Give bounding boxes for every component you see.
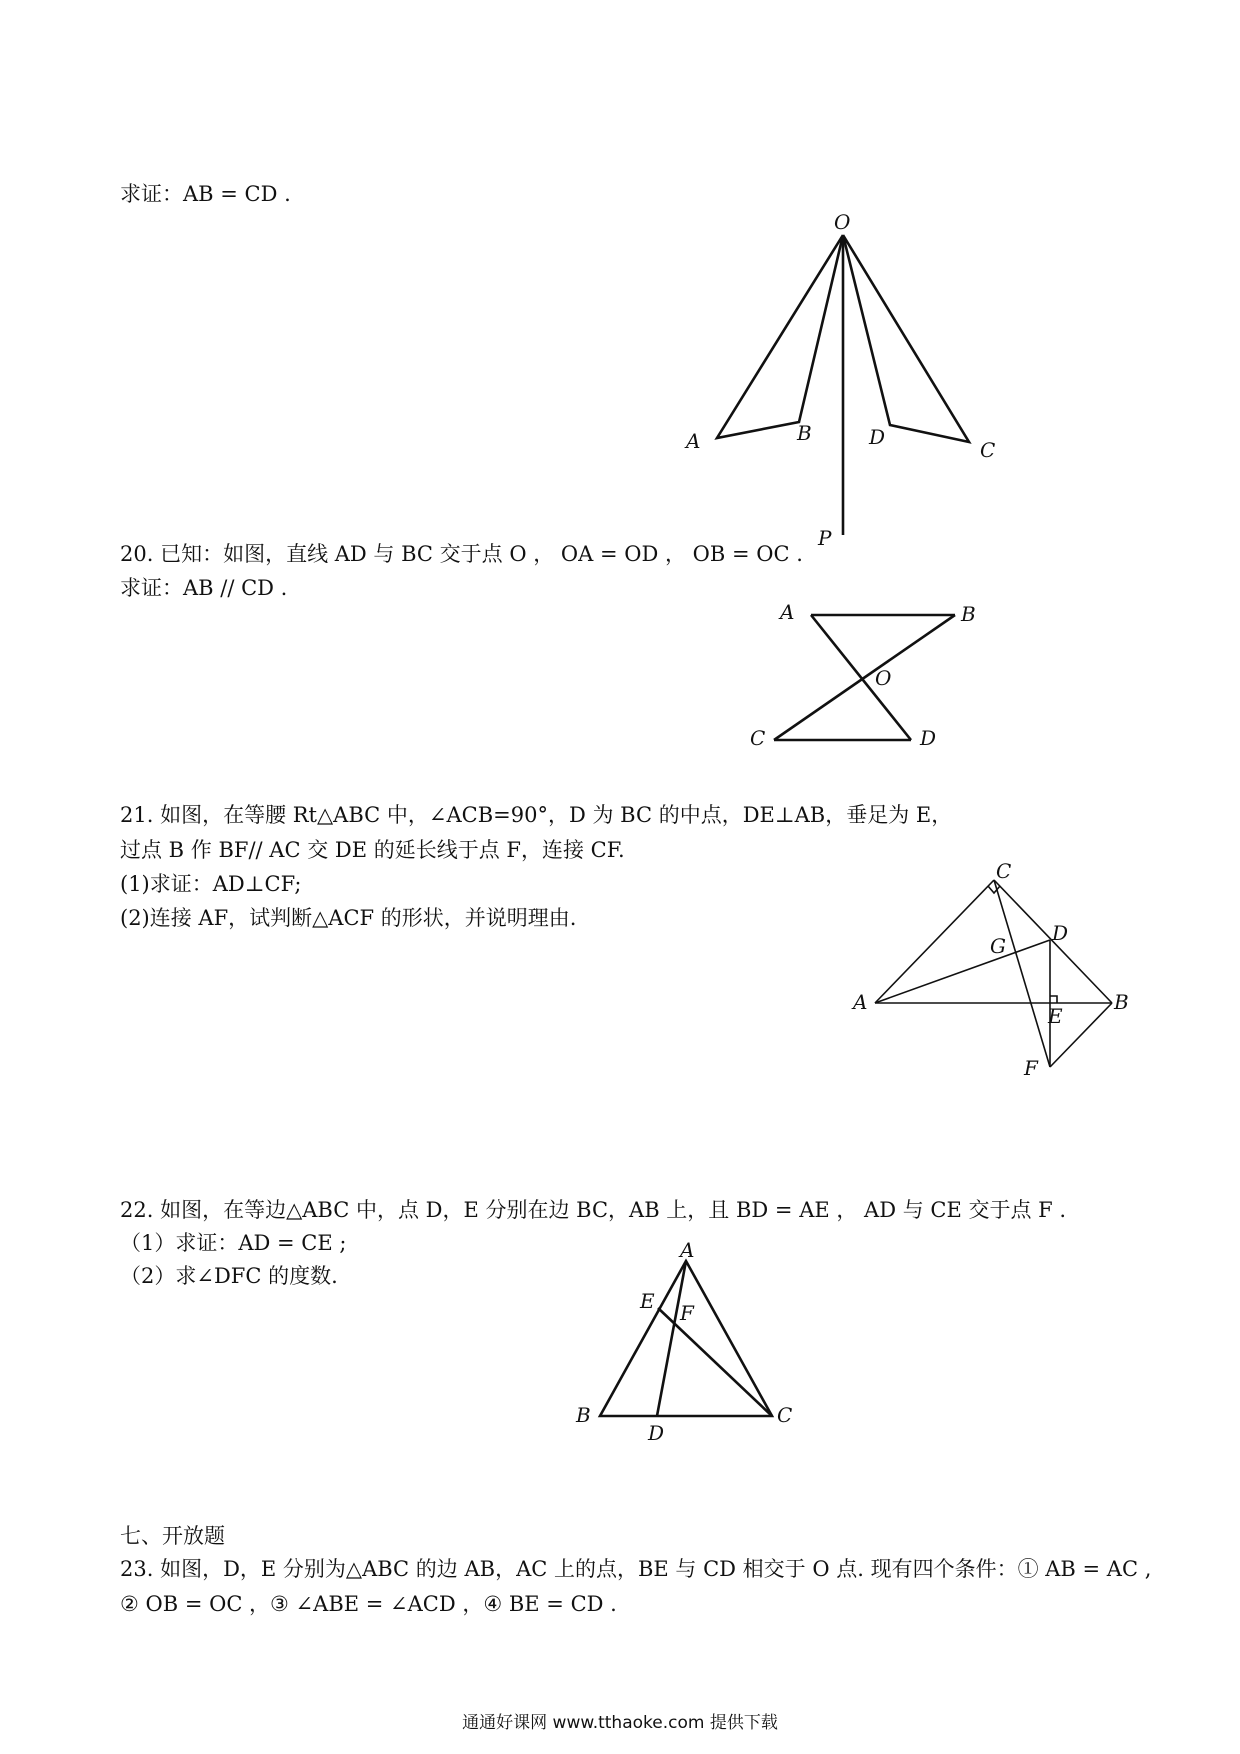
fig21-label-a: A [853, 990, 868, 1014]
fig19-side-o-d-c [843, 235, 969, 442]
fig21-segment-ad [875, 940, 1050, 1003]
q21-line1: 21. 如图，在等腰 Rt△ABC 中，∠ACB=90°，D 为 BC 的中点，DE⊥AB，垂足为 E， [120, 803, 953, 827]
fig21-segment-ac [875, 880, 994, 1003]
fig19-label-p: P [818, 526, 832, 550]
fig20-label-c: C [750, 726, 766, 750]
fig19-label-a: A [686, 429, 701, 453]
q19-prove: 求证：AB = CD . [120, 182, 291, 206]
fig22-label-a: A [680, 1238, 695, 1262]
fig20-label-b: B [961, 602, 976, 626]
fig19-label-o: O [834, 210, 851, 234]
fig21-label-e: E [1048, 1004, 1063, 1028]
fig19-label-b: B [797, 421, 812, 445]
fig20-segment-bc [774, 615, 955, 740]
q20-prove: 求证：AB // CD . [120, 576, 288, 600]
fig22-label-e: E [640, 1289, 655, 1313]
figure-q21 [851, 859, 1129, 1080]
q22-part2: （2）求∠DFC 的度数. [120, 1264, 338, 1288]
figure-q22 [575, 1238, 792, 1445]
fig22-label-d: D [648, 1421, 665, 1445]
fig19-side-o-a-b [717, 235, 843, 438]
fig21-right-angle-e [1050, 996, 1057, 1003]
fig20-label-a: A [780, 600, 795, 624]
fig22-segment-ce [658, 1308, 772, 1416]
page-footer: 通通好课网 www.tthaoke.com 提供下载 [462, 1713, 778, 1733]
fig21-label-d: D [1052, 921, 1069, 945]
fig21-label-b: B [1114, 990, 1129, 1014]
figure-q19 [684, 210, 995, 550]
q23-line2: ② OB = OC ，③ ∠ABE = ∠ACD ，④ BE = CD . [120, 1592, 617, 1616]
fig22-segment-ad [657, 1261, 686, 1416]
fig22-label-c: C [777, 1403, 793, 1427]
fig21-label-f: F [1024, 1056, 1038, 1080]
q22-stem: 22. 如图，在等边△ABC 中，点 D，E 分别在边 BC，AB 上，且 BD = AE ， AD 与 CE 交于点 F . [120, 1198, 1067, 1222]
fig20-label-o: O [875, 666, 892, 690]
fig19-label-d: D [869, 425, 886, 449]
q22-part1: （1）求证：AD = CE ; [120, 1231, 347, 1255]
fig19-label-c: C [980, 438, 996, 462]
q21-part1: (1)求证：AD⊥CF; [120, 872, 302, 896]
q21-line2: 过点 B 作 BF// AC 交 DE 的延长线于点 F，连接 CF. [120, 838, 625, 862]
section7-title: 七、开放题 [120, 1524, 225, 1548]
fig21-label-c: C [996, 859, 1012, 883]
fig20-label-d: D [920, 726, 937, 750]
q20-given: 20. 已知：如图，直线 AD 与 BC 交于点 O ， OA = OD ， OB = OC . [120, 542, 803, 566]
fig21-label-g: G [990, 934, 1006, 958]
fig22-label-b: B [576, 1403, 591, 1427]
fig22-label-f: F [680, 1301, 694, 1325]
figure-q20 [750, 600, 976, 750]
q21-part2: (2)连接 AF，试判断△ACF 的形状，并说明理由. [120, 906, 577, 930]
fig20-segment-ad [811, 615, 911, 740]
q23-line1: 23. 如图，D，E 分别为△ABC 的边 AB，AC 上的点，BE 与 CD 相交于 O 点. 现有四个条件：① AB = AC , [120, 1557, 1152, 1581]
